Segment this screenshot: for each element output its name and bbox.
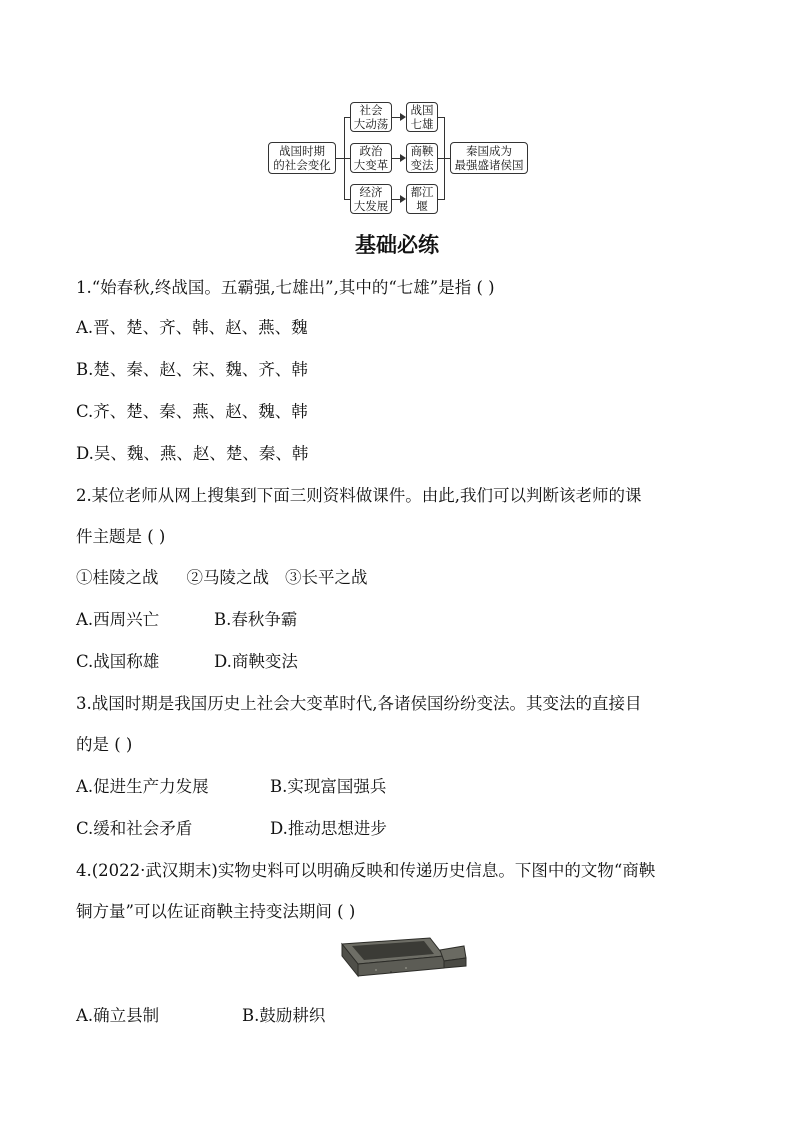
result-box-shang-yang bbox=[406, 143, 438, 173]
material-2: ②马陵之战 bbox=[186, 568, 269, 587]
cause-3-line-1: 经济 bbox=[359, 185, 383, 199]
question-1-option-c: C.齐、楚、秦、燕、赵、魏、韩 bbox=[76, 402, 308, 421]
result-box-seven-states bbox=[406, 102, 438, 132]
question-2-stem-line-1: 2.某位老师从网上搜集到下面三则资料做课件。由此,我们可以判断该老师的课 bbox=[76, 486, 642, 505]
question-1-stem: 1.“始春秋,终战国。五霸强,七雄出”,其中的“七雄”是指 ( ) bbox=[76, 278, 495, 297]
question-4-stem-line-1: 4.(2022·武汉期末)实物史料可以明确反映和传递历史信息。下图中的文物“商鞅 bbox=[76, 861, 656, 880]
diagram-root-box bbox=[268, 142, 336, 174]
question-2-option-c: C.战国称雄 bbox=[76, 652, 160, 671]
question-1-option-a: A.晋、楚、齐、韩、赵、燕、魏 bbox=[76, 318, 308, 337]
question-3-stem-line-1: 3.战国时期是我国历史上社会大变革时代,各诸侯国纷纷变法。其变法的直接目 bbox=[76, 694, 642, 713]
outcome-line-2: 最强盛诸侯国 bbox=[454, 158, 524, 172]
root-line-2: 的社会变化 bbox=[273, 158, 331, 172]
cause-1-line-2: 大动荡 bbox=[353, 117, 389, 131]
concept-diagram bbox=[0, 0, 794, 220]
question-2-stem-line-2: 件主题是 ( ) bbox=[76, 527, 166, 546]
result-1-line-1: 战国 bbox=[410, 103, 434, 117]
result-1-line-2: 七雄 bbox=[410, 117, 434, 131]
cause-box-politics bbox=[350, 143, 392, 173]
result-2-line-2: 变法 bbox=[410, 158, 434, 172]
outcome-line-1: 秦国成为 bbox=[466, 144, 512, 158]
bronze-measure-image bbox=[336, 930, 468, 980]
material-1: ①桂陵之战 bbox=[76, 568, 159, 587]
question-4-option-a: A.确立县制 bbox=[76, 1006, 160, 1025]
result-3-line-1: 都江 bbox=[410, 185, 434, 199]
result-2-line-1: 商鞅 bbox=[410, 144, 434, 158]
outcome-box bbox=[450, 142, 528, 174]
cause-2-line-1: 政治 bbox=[359, 144, 383, 158]
cause-3-line-2: 大发展 bbox=[353, 199, 389, 213]
question-1-option-d: D.吴、魏、燕、赵、楚、秦、韩 bbox=[76, 444, 309, 463]
question-2-materials bbox=[76, 564, 368, 588]
question-4-stem-line-2: 铜方量”可以佐证商鞅主持变法期间 ( ) bbox=[76, 902, 356, 921]
result-box-dujiangyan bbox=[406, 184, 438, 214]
cause-2-line-2: 大变革 bbox=[353, 158, 389, 172]
question-3-option-d: D.推动思想进步 bbox=[270, 819, 387, 838]
question-3-option-c: C.缓和社会矛盾 bbox=[76, 819, 193, 838]
question-3-option-a: A.促进生产力发展 bbox=[76, 777, 209, 796]
question-2-option-a: A.西周兴亡 bbox=[76, 610, 160, 629]
question-4-option-b: B.鼓励耕织 bbox=[242, 1006, 326, 1025]
result-3-line-2: 堰 bbox=[416, 199, 428, 213]
question-2-option-b: B.春秋争霸 bbox=[214, 610, 298, 629]
question-3-stem-line-2: 的是 ( ) bbox=[76, 735, 133, 754]
root-line-1: 战国时期 bbox=[279, 144, 325, 158]
cause-box-economy bbox=[350, 184, 392, 214]
cause-box-society bbox=[350, 102, 392, 132]
question-1-option-b: B.楚、秦、赵、宋、魏、齐、韩 bbox=[76, 360, 308, 379]
material-3: ③长平之战 bbox=[285, 568, 368, 587]
question-2-option-d: D.商鞅变法 bbox=[214, 652, 298, 671]
question-3-option-b: B.实现富国强兵 bbox=[270, 777, 387, 796]
cause-1-line-1: 社会 bbox=[359, 103, 383, 117]
section-title: 基础必练 bbox=[355, 233, 439, 257]
